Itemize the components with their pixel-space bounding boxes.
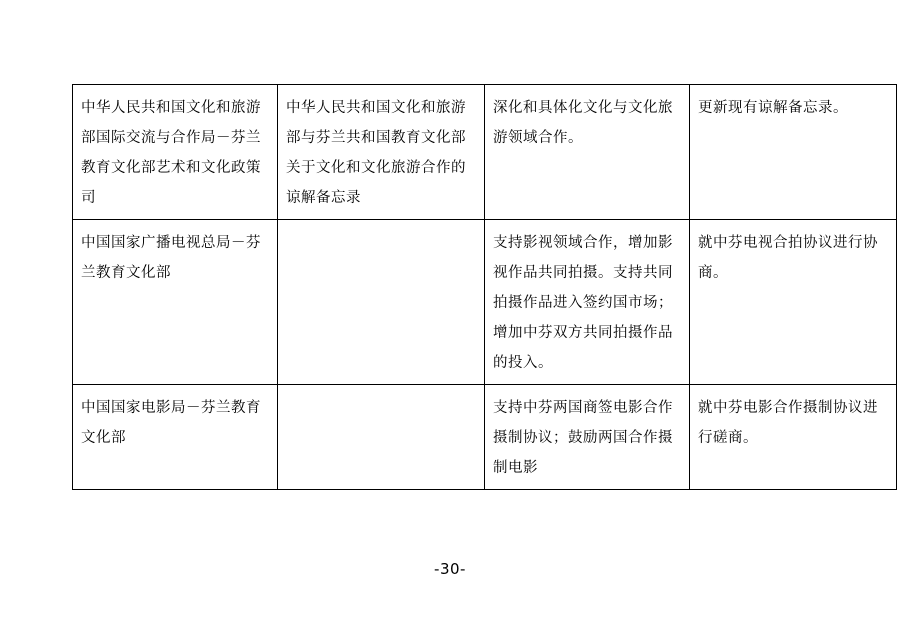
table-cell-progress [690, 385, 897, 490]
table-cell-progress [690, 85, 897, 220]
cell-text: 中国国家广播电视总局－芬兰教育文化部 [81, 235, 261, 281]
cell-text: 深化和具体化文化与文化旅游领域合作。 [493, 100, 673, 146]
table-row [73, 85, 897, 220]
table-cell-progress [690, 220, 897, 385]
table-row [73, 220, 897, 385]
cell-text: 中华人民共和国文化和旅游部国际交流与合作局－芬兰教育文化部艺术和文化政策司 [81, 100, 261, 206]
page-number: -30- [434, 560, 466, 578]
cell-text: 就中芬电影合作摄制协议进行磋商。 [698, 400, 878, 446]
table-cell-content [485, 220, 690, 385]
cell-text: 支持影视领域合作，增加影视作品共同拍摄。支持共同拍摄作品进入签约国市场；增加中芬双方共同拍摄作品的投入。 [493, 235, 673, 371]
table-cell-content [485, 385, 690, 490]
table-cell-organizations [73, 385, 278, 490]
cell-text: 中国国家电影局－芬兰教育文化部 [81, 400, 261, 446]
table-cell-document [278, 220, 485, 385]
agreement-table [72, 84, 897, 490]
cell-text: 就中芬电视合拍协议进行协商。 [698, 235, 878, 281]
cell-text: 中华人民共和国文化和旅游部与芬兰共和国教育文化部关于文化和文化旅游合作的谅解备忘录 [286, 100, 466, 206]
cell-text: 更新现有谅解备忘录。 [698, 100, 848, 116]
table-cell-document [278, 85, 485, 220]
cell-text: 支持中芬两国商签电影合作摄制协议；鼓励两国合作摄制电影 [493, 400, 673, 476]
table-cell-organizations [73, 220, 278, 385]
table-cell-content [485, 85, 690, 220]
table-body [73, 85, 897, 490]
table-cell-document [278, 385, 485, 490]
table-row [73, 385, 897, 490]
table-cell-organizations [73, 85, 278, 220]
